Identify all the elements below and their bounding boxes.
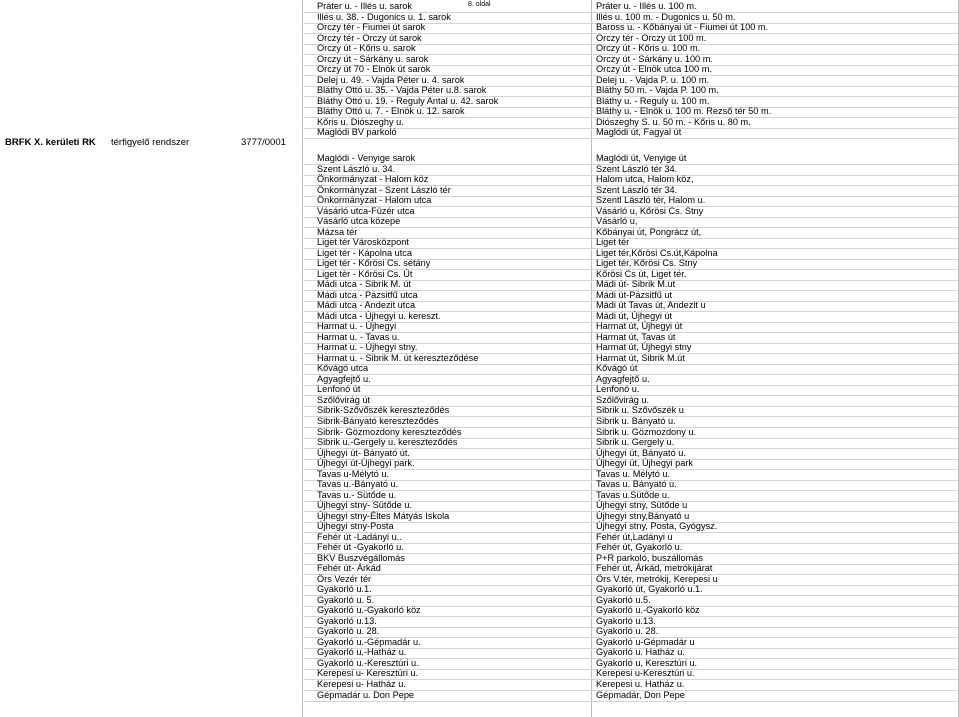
camera-position: Bláthy Ottó u. 35. - Vajda Péter u.8. sarok [317,85,487,95]
camera-position: Sibrik- Gözmozdony kereszteződés [317,426,462,437]
coverage-area: Bláthy 50 m. - Vajda P. 100 m. [596,85,719,95]
coverage-area: Mádi út, Újhegyi út [596,310,673,321]
coverage-area: Mádi út- Sibrik M.ut [596,279,676,290]
camera-position: Harmat u. - Tavas u. [317,331,400,342]
coverage-area: Kőbányai út, Pongrácz út, [596,226,702,237]
camera-position: Gyakorló u. 28. [317,626,380,637]
camera-position: Maglódi - Venyige sarok [317,153,416,163]
camera-position: Gépmadár u. Don Pepe [317,689,415,700]
camera-position: Örs Vezér tér [317,573,372,584]
coverage-area: Tavas u. Bányató u. [596,479,677,490]
coverage-area: Harmat út, Tavas út [596,331,676,342]
camera-position: Gyakorló u.-Gyakorló köz [317,605,421,616]
camera-position: Liget tér - Kápolna utca [317,247,412,258]
camera-position: Gyakorló u.1. [317,584,372,595]
coverage-area: Sibrik u. Gergely u. [596,437,675,448]
coverage-area: Szent László tér 34. [596,163,678,174]
table-row [302,127,958,139]
camera-position: BKV Buszvégállomás [317,552,405,563]
coverage-area: Agyagfejtő u. [596,373,650,384]
camera-position: Gyakorló u. 5. [317,594,375,605]
coverage-area: Mádi út Tavas út, Andezit u [596,300,706,311]
camera-position: Kerepesi u- Hatház u. [317,679,406,689]
coverage-area: Fehér út,Ladányi u [596,531,673,542]
camera-position: Gyakorló u.13. [317,615,377,626]
camera-position: Delej u. 49. - Vajda Péter u. 4. sarok [317,74,465,85]
coverage-area: Kőrösi Cs út, Liget tér. [596,268,687,279]
camera-position: Harmat u. - Újhegyi stny. [317,342,418,353]
coverage-area: Gyakorló u.5. [596,594,651,605]
camera-position: Önkormányzat - Halom utca [317,195,432,206]
coverage-area: Mádi út-Pázsitfű ut [596,289,673,300]
coverage-area: Fehér út, Árkád, metrókijárat [596,563,713,574]
camera-position: Újhegyi stny- Sütőde u. [317,500,412,511]
camera-position: Harmat u. - Újhegyi [317,321,397,332]
camera-position: Újhegyi út-Újhegyi park. [317,458,415,469]
coverage-area: Illés u. 100 m. - Dugonics u. 50 m. [596,11,736,22]
coverage-area: Tavas u. Mélytó u. [596,468,671,479]
coverage-area: Fehér út, Gyakorló u. [596,542,683,553]
camera-position: Vásárló utca közepe [317,216,401,227]
camera-position: Tavas u-Mélytó u. [317,468,389,479]
camera-position: Fehér út -Ladányi u.. [317,531,402,542]
camera-position: Újhegyi stny-Éltes Mátyás Iskola [317,510,450,521]
camera-position: Sibrik-Szővőszék kereszteződés [317,405,450,416]
coverage-area: Liget tér, Kőrösi Cs. Stny [596,258,698,269]
camera-position: Orczy út 70 - Elnök út sarok [317,64,431,74]
coverage-area: Szőlővirág u. [596,394,650,405]
camera-position: Kerepesi u- Keresztúri u. [317,668,419,679]
coverage-area: Gyakorló u. Hatház u. [596,647,685,658]
camera-position: Maglódi BV parkoló [317,127,397,137]
coverage-area: Újhegyi stny, Posta, Gyógysz. [596,521,718,532]
camera-position: Önkormányzat - Halom köz [317,174,429,185]
coverage-area: Újhegyi út, Bányató u. [596,447,686,458]
camera-position: Mádi utca - Újhegyi u. kereszt. [317,310,441,321]
camera-position: Orczy tér - Orczy út sarok [317,32,422,43]
coverage-area: Kerepesi u. Hatház u. [596,679,685,689]
camera-position: Mázsa tér [317,226,358,237]
coverage-area: Harmat út, Sibrik M.út [596,352,685,363]
coverage-area: Orczy tér - Orczy út 100 m. [596,32,707,43]
coverage-area: Sibrik u. Bányató u. [596,416,676,426]
coverage-area: Gyakorló út, Gyakorló u.1. [596,584,703,595]
camera-position: Gyakorló u.-Keresztúri u. [317,657,419,668]
camera-position: Agyagfejtő u. [317,373,371,384]
camera-position: Harmat u. - Sibrik M. út kereszteződése [317,352,479,363]
coverage-area: Bláthy u. - Elnök u. 100 m. Rezső tér 50 m. [596,106,772,116]
camera-position: Vásárló utca-Füzér utca [317,205,415,216]
camera-position: Újhegyi út- Bányató út. [317,447,410,458]
camera-position: Sibrik-Bányató kereszteződés [317,416,439,426]
coverage-area: Szent László tér 34. [596,184,678,195]
code-label: 3777/0001 [241,137,286,148]
camera-position: Kőris u. Diószeghy u. [317,116,404,127]
coverage-area: Gyakorló u.-Gyakorló köz [596,605,700,616]
coverage-area: Örs V.tér, metrókij, Kerepesi u [596,573,718,584]
camera-position: Liget tér - Kőrösi Cs. Út [317,268,413,279]
coverage-area: Újhegyi stny, Sütőde u [596,500,688,511]
coverage-area: Orczy út - Sárkány u. 100 m. [596,53,713,64]
coverage-area: Tavas u.Sütőde u. [596,489,670,500]
camera-position: Liget tér Városközpont [317,237,409,248]
camera-position: Újhegyi stny-Posta [317,521,394,532]
camera-position: Tavas u.-Bányató u. [317,479,399,490]
coverage-area: Sibrik u. Gözmozdony u. [596,426,697,437]
coverage-area: Práter u. - Illés u. 100 m. [596,1,697,11]
coverage-area: Orczy út - Elnök utca 100 m. [596,64,712,74]
coverage-area: Harmat út, Újhegyi stny [596,342,692,353]
camera-position: Bláthy Ottó u. 7. - Elnök u. 12. sarok [317,106,465,116]
coverage-area: Szentl László tér, Halom u. [596,195,706,206]
camera-position: Sibrik u.-Gergely u. kereszteződés [317,437,458,448]
camera-position: Önkormányzat - Szent László tér [317,184,451,195]
coverage-area: Harmat út, Újhegyi út [596,321,683,332]
coverage-area: Kerepesi u-Keresztúri u. [596,668,695,679]
coverage-area: Orczy út - Kőris u. 100 m. [596,43,701,53]
table-row [302,690,958,702]
coverage-area: Liget tér [596,237,630,248]
coverage-area: Liget tér,Kőrösi Cs.út,Kápolna [596,247,718,258]
camera-position: Orczy út - Kőris u. sarok [317,43,416,53]
district-label: BRFK X. kerületi RK [5,137,96,148]
page-number: 8. oldal [468,1,491,8]
camera-position: Fehér út -Gyakorló u. [317,542,404,553]
camera-position: Kővágó utca [317,363,369,374]
camera-position: Gyakorló u.-Hatház u. [317,647,407,658]
coverage-area: Sibrik u. Szővőszék u [596,405,684,416]
camera-position: Mádi utca - Sibrik M. út [317,279,411,290]
camera-position: Práter u. - Illés u. sarok [317,1,412,11]
coverage-area: Vásárló u, Kőrösi Cs. Stny [596,205,704,216]
camera-position: Lenfonó út [317,384,361,395]
coverage-area: Maglódi út, Fagyal út [596,127,682,137]
camera-position: Liget tér - Kőrösi Cs. sétány [317,258,431,269]
camera-position: Mádi utca - Andezit utca [317,300,416,311]
coverage-area: Maglódi út, Venyige út [596,153,687,163]
camera-position: Illés u. 38. - Dugonics u. 1. sarok [317,11,451,22]
coverage-area: Gyakorló u.13. [596,615,656,626]
coverage-area: Gépmadár, Don Pepe [596,689,685,700]
coverage-area: Újhegyi út, Újhegyi park [596,458,694,469]
coverage-area: Gyakorló u. 28. [596,626,659,637]
coverage-area: Diószeghy S. u. 50 m. - Kőris u. 80 m. [596,116,751,127]
camera-position: Mádi utca - Pázsitfű utca [317,289,418,300]
camera-position: Orczy tér - Fiumei út sarok [317,22,426,32]
camera-position: Fehér út- Árkád [317,563,381,574]
coverage-area: Baross u. - Kőbányai út - Fiumei út 100 m. [596,22,769,32]
coverage-area: P+R parkoló, buszállomás [596,552,703,563]
coverage-area: Gyakorló u, Keresztúri u. [596,657,698,668]
system-label: térfigyelő rendszer [111,137,190,148]
camera-position: Szőlővirág út [317,394,371,405]
camera-position: Gyakorló u.-Gépmadár u. [317,636,421,647]
camera-position: Bláthy Ottó u. 19. - Reguly Antal u. 42. sarok [317,95,499,106]
coverage-area: Halom utca, Halom köz, [596,174,694,185]
camera-position: Tavas u.- Sütőde u. [317,489,397,500]
coverage-area: Lenfonó u. [596,384,640,395]
coverage-area: Delej u. - Vajda P. u. 100 m. [596,74,710,85]
camera-position: Szent László u. 34. [317,163,396,174]
camera-position: Orczy út - Sárkány u. sarok [317,53,429,64]
coverage-area: Vásárló u, [596,216,638,227]
coverage-area: Bláthy u. - Reguly u. 100 m. [596,95,710,106]
coverage-area: Gyakorló u-Gépmadár u [596,636,695,647]
coverage-area: Újhegyi stny,Bányató u [596,510,690,521]
coverage-area: Kővágó út [596,363,638,374]
